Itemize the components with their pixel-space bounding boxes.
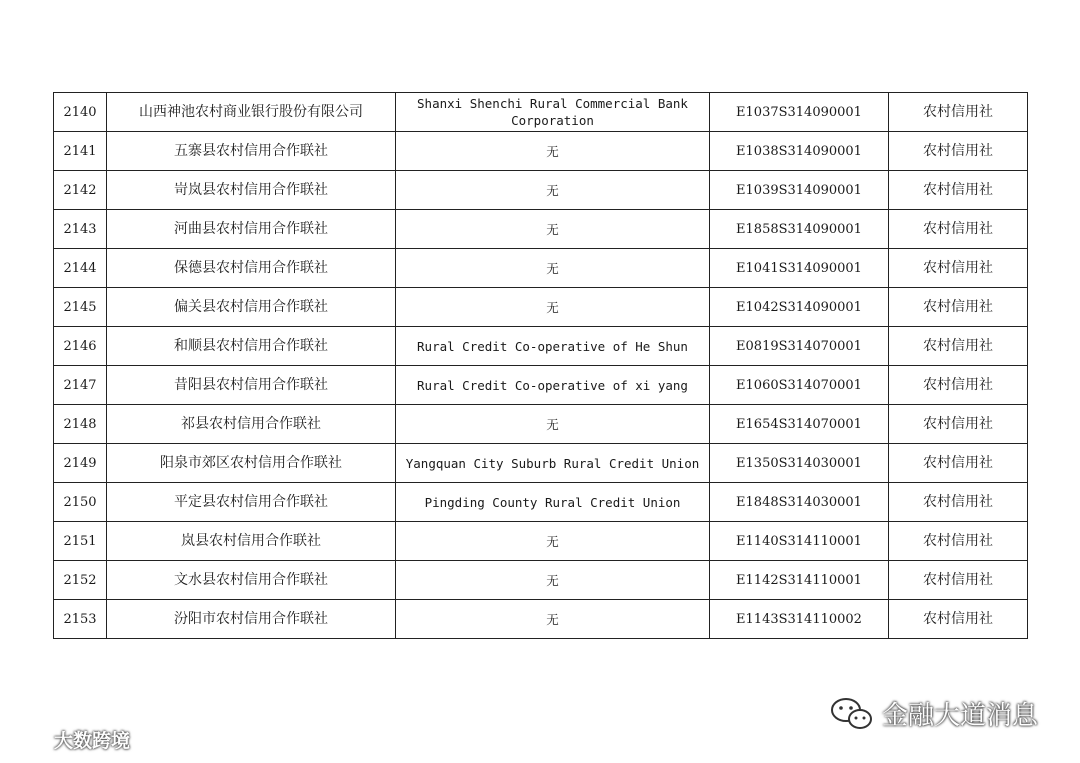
table-row (54, 405, 1028, 444)
table-row (54, 600, 1028, 639)
english-name-cell: 无 (396, 171, 710, 210)
chinese-name-cell: 和顺县农村信用合作联社 (107, 327, 396, 366)
institution-type-cell: 农村信用社 (889, 249, 1028, 288)
row-number-cell: 2150 (54, 483, 107, 522)
table-row (54, 210, 1028, 249)
institution-type-cell: 农村信用社 (889, 483, 1028, 522)
chinese-name-cell: 昔阳县农村信用合作联社 (107, 366, 396, 405)
row-number-cell: 2142 (54, 171, 107, 210)
institution-code-cell: E1858S314090001 (710, 210, 889, 249)
watermark-left-text: 大数跨境 (54, 730, 131, 752)
institution-table-body (54, 93, 1028, 639)
english-name-cell: 无 (396, 522, 710, 561)
institution-code-cell: E1037S314090001 (710, 93, 889, 132)
institution-type-cell: 农村信用社 (889, 405, 1028, 444)
english-name-cell: Rural Credit Co-operative of He Shun (396, 327, 710, 366)
chinese-name-cell: 五寨县农村信用合作联社 (107, 132, 396, 171)
table-row (54, 171, 1028, 210)
institution-code-cell: E1039S314090001 (710, 171, 889, 210)
watermark-right (830, 695, 1038, 732)
institution-type-cell: 农村信用社 (889, 327, 1028, 366)
english-name-cell: Rural Credit Co-operative of xi yang (396, 366, 710, 405)
chinese-name-cell: 阳泉市郊区农村信用合作联社 (107, 444, 396, 483)
table-row (54, 93, 1028, 132)
institution-type-cell: 农村信用社 (889, 600, 1028, 639)
institution-code-cell: E1142S314110001 (710, 561, 889, 600)
institution-type-cell: 农村信用社 (889, 288, 1028, 327)
institution-type-cell: 农村信用社 (889, 93, 1028, 132)
chinese-name-cell: 汾阳市农村信用合作联社 (107, 600, 396, 639)
institution-code-cell: E1654S314070001 (710, 405, 889, 444)
english-name-cell: Shanxi Shenchi Rural Commercial Bank Corporation (396, 93, 710, 132)
chinese-name-cell: 河曲县农村信用合作联社 (107, 210, 396, 249)
institution-type-cell: 农村信用社 (889, 561, 1028, 600)
row-number-cell: 2147 (54, 366, 107, 405)
row-number-cell: 2148 (54, 405, 107, 444)
table-row (54, 249, 1028, 288)
row-number-cell: 2145 (54, 288, 107, 327)
chinese-name-cell: 岢岚县农村信用合作联社 (107, 171, 396, 210)
institution-code-cell: E1060S314070001 (710, 366, 889, 405)
institution-code-cell: E1143S314110002 (710, 600, 889, 639)
english-name-cell: Pingding County Rural Credit Union (396, 483, 710, 522)
table-row (54, 444, 1028, 483)
institution-type-cell: 农村信用社 (889, 132, 1028, 171)
row-number-cell: 2146 (54, 327, 107, 366)
weibo-icon (10, 728, 48, 752)
table-row (54, 522, 1028, 561)
institution-type-cell: 农村信用社 (889, 522, 1028, 561)
row-number-cell: 2144 (54, 249, 107, 288)
institution-table (53, 92, 1028, 639)
english-name-cell: 无 (396, 132, 710, 171)
institution-table-container (53, 92, 1026, 639)
institution-code-cell: E1350S314030001 (710, 444, 889, 483)
institution-code-cell: E0819S314070001 (710, 327, 889, 366)
chinese-name-cell: 岚县农村信用合作联社 (107, 522, 396, 561)
institution-code-cell: E1848S314030001 (710, 483, 889, 522)
english-name-cell: 无 (396, 561, 710, 600)
institution-type-cell: 农村信用社 (889, 210, 1028, 249)
chinese-name-cell: 文水县农村信用合作联社 (107, 561, 396, 600)
row-number-cell: 2153 (54, 600, 107, 639)
wechat-icon (830, 697, 874, 731)
english-name-cell: 无 (396, 600, 710, 639)
institution-type-cell: 农村信用社 (889, 171, 1028, 210)
watermark-right-text: 金融大道消息 (882, 701, 1039, 731)
english-name-cell: 无 (396, 249, 710, 288)
row-number-cell: 2152 (54, 561, 107, 600)
english-name-cell: 无 (396, 288, 710, 327)
institution-type-cell: 农村信用社 (889, 444, 1028, 483)
table-row (54, 327, 1028, 366)
institution-code-cell: E1042S314090001 (710, 288, 889, 327)
chinese-name-cell: 山西神池农村商业银行股份有限公司 (107, 93, 396, 132)
row-number-cell: 2151 (54, 522, 107, 561)
chinese-name-cell: 平定县农村信用合作联社 (107, 483, 396, 522)
row-number-cell: 2141 (54, 132, 107, 171)
table-row (54, 483, 1028, 522)
english-name-cell: Yangquan City Suburb Rural Credit Union (396, 444, 710, 483)
institution-code-cell: E1140S314110001 (710, 522, 889, 561)
row-number-cell: 2149 (54, 444, 107, 483)
table-row (54, 561, 1028, 600)
row-number-cell: 2140 (54, 93, 107, 132)
table-row (54, 132, 1028, 171)
row-number-cell: 2143 (54, 210, 107, 249)
english-name-cell: 无 (396, 405, 710, 444)
chinese-name-cell: 祁县农村信用合作联社 (107, 405, 396, 444)
institution-type-cell: 农村信用社 (889, 366, 1028, 405)
chinese-name-cell: 保德县农村信用合作联社 (107, 249, 396, 288)
watermark-left (10, 726, 130, 753)
chinese-name-cell: 偏关县农村信用合作联社 (107, 288, 396, 327)
english-name-cell: 无 (396, 210, 710, 249)
table-row (54, 288, 1028, 327)
table-row (54, 366, 1028, 405)
institution-code-cell: E1041S314090001 (710, 249, 889, 288)
institution-code-cell: E1038S314090001 (710, 132, 889, 171)
